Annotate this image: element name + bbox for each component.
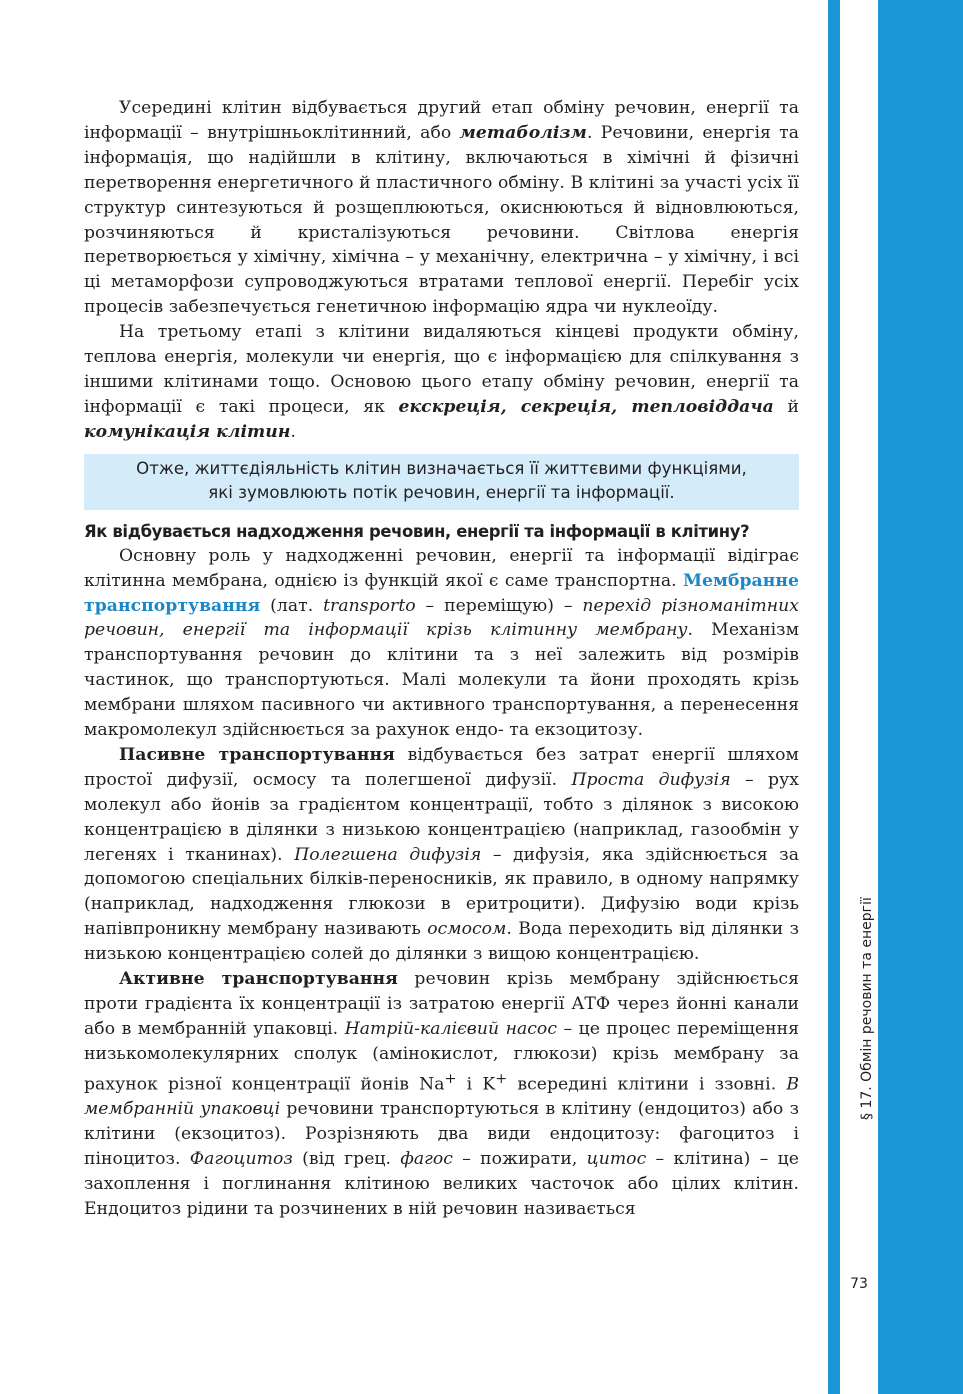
sidebar-strip [840, 0, 878, 1394]
paragraph-metabolism: Усередині клітин відбувається другий етап обміну речовин, енергії та інформації – внутрішньоклітинний, або метаболізм. Речовини, енергія та інформація, що надійшли в клітину, включаються в хімічні й фізичні перетворення енергетичного й пластичного обміну. В клітині за участі усіх її структур синтезуються й розщеплюються, окиснюються й відновлюються, розчиняються й кристалізуються речовини. Світлова енергія перетворюється у хімічну, хімічна – у механічну, електрична – у хімічну, і всі ці метаморфози супроводжуються втратами теплової енергії. Перебіг усіх процесів забезпечується генетичною інформацію ядра чи нуклеоїду. [84, 98, 800, 318]
section-heading: Як відбувається надходження речовин, енергії та інформації в клітину? [84, 521, 750, 541]
paragraph-passive-transport: Пасивне транспортування відбувається без затрат енергії шляхом простої дифузії, осмосу та полегшеної дифузії. Проста дифузія – рух молекул або йонів за градієнтом концентрації, тобто з ділянок з високою концентрацією в ділянки з низькою концентрацією (наприклад, газообмін у легенях і тканинах). Полегшена дифузія – дифузія, яка здійснюється за допомогою спеціальних білків-переносників, як правило, в одному напрямку (наприклад, надходження глюкози в еритроцити). Дифузію води крізь напівпроникну мембрану називають осмосом. Вода переходить від ділянки з низькою концентрацією солей до ділянки з вищою концентрацією. [84, 744, 800, 965]
summary-line: які зумовлюють потік речовин, енергії та інформації. [208, 483, 675, 503]
term-membrane-transport: Мембранне транспортування [84, 570, 799, 616]
section-title: § 17. Обмін речовин та енергії [859, 897, 875, 1120]
paragraph-third-stage: На третьому етапі з клітини видаляються кінцеві продукти обміну, теплова енергія, молекули чи енергія, що є інформацією для спілкування з іншими клітинами тощо. Основою цього етапу обміну речовин, енергії та інформації є такі процеси, як екскреція, секреція, тепловіддача й комунікація клітин. [84, 322, 799, 442]
page-content [84, 96, 799, 1222]
term-active-transport: Активне транспортування [119, 969, 398, 990]
page-number: 73 [850, 1276, 868, 1292]
term-communication: комунікація клітин [84, 421, 291, 442]
paragraph-membrane-transport: Основну роль у надходженні речовин, енергії та інформації відіграє клітинна мембрана, однією із функцій якої є саме транспортна. Мембранне транспортування (лат. transporto – переміщую) – перехід різноманітних речовин, енергії та інформації крізь клітинну мембрану. Механізм транспортування речовин до клітини та з неї залежить від розмірів частинок, що транспортуються. Малі молекули та йони проходять крізь мембрани шляхом пасивного чи активного транспортування, а перенесення макромолекул здійснюється за рахунок ендо- та екзоцитозу. [84, 545, 799, 741]
summary-line: Отже, життєдіяльність клітин визначається її життєвими функціями, [136, 458, 747, 478]
term-metabolism: метаболізм [459, 122, 587, 143]
term-passive-transport: Пасивне транспортування [119, 744, 395, 765]
term-excretion: екскреція, секреція, тепловіддача [398, 396, 774, 417]
summary-box [84, 454, 799, 510]
paragraph-active-transport: Активне транспортування речовин крізь мембрану здійснюється проти градієнта їх концентрації із затратою енергії АТФ через йонні канали або в мембранній упаковці. Натрій-калієвий насос – це процес переміщення низькомолекулярних сполук (амінокислот, глюкози) крізь мембрану за рахунок різної концентрації йонів Na+ і K+ всередині клітини і ззовні. В мембранній упаковці речовини транспортуються в клітину (ендоцитоз) або з клітини (екзоцитоз). Розрізняють два види ендоцитозу: фагоцитоз і піноцитоз. Фагоцитоз (від грец. фагос – пожирати, цитос – клітина) – це захоплення і поглинання клітиною великих часточок або цілих клітин. Ендоцитоз рідини та розчинених в ній речовин називається [84, 969, 800, 1219]
